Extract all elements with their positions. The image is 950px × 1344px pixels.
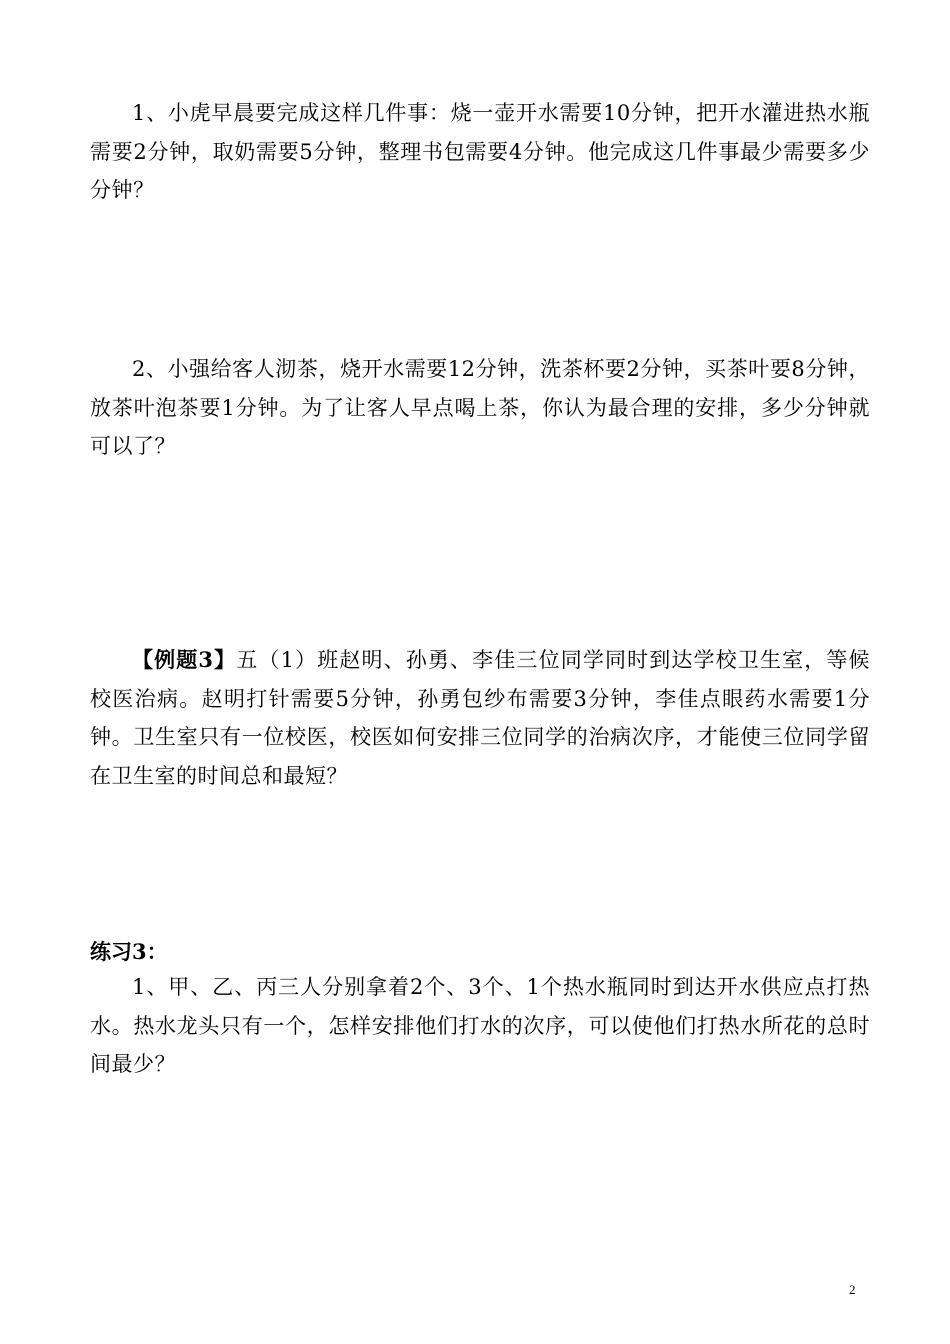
page-number: 2 <box>849 1282 856 1297</box>
example-3-label: 【例题3】 <box>132 647 237 672</box>
example-3-text: 五（1）班赵明、孙勇、李佳三位同学同时到达学校卫生室，等候校医治病。赵明打针需要5分钟，孙勇包纱布需要3分钟，李佳点眼药水需要1分钟。卫生室只有一位校医，校医如何安排三位同学的治病次序，才能使三位同学留在卫生室的时间总和最短？ <box>90 648 870 788</box>
problem-1: 1、小虎早晨要完成这样几件事：烧一壶开水需要10分钟，把开水灌进热水瓶需要2分钟，取奶需要5分钟，整理书包需要4分钟。他完成这几件事最少需要多少分钟？ <box>90 101 870 202</box>
practice-3-question-1: 1、甲、乙、丙三人分别拿着2个、3个、1个热水瓶同时到达开水供应点打热水。热水龙头只有一个，怎样安排他们打水的次序，可以使他们打热水所花的总时间最少？ <box>90 975 870 1076</box>
practice-3-heading: 练习3： <box>90 939 168 964</box>
example-3 <box>90 641 870 795</box>
problem-2: 2、小强给客人沏茶，烧开水需要12分钟，洗茶杯要2分钟，买茶叶要8分钟，放茶叶泡茶要1分钟。为了让客人早点喝上茶，你认为最合理的安排，多少分钟就可以了？ <box>90 357 870 458</box>
